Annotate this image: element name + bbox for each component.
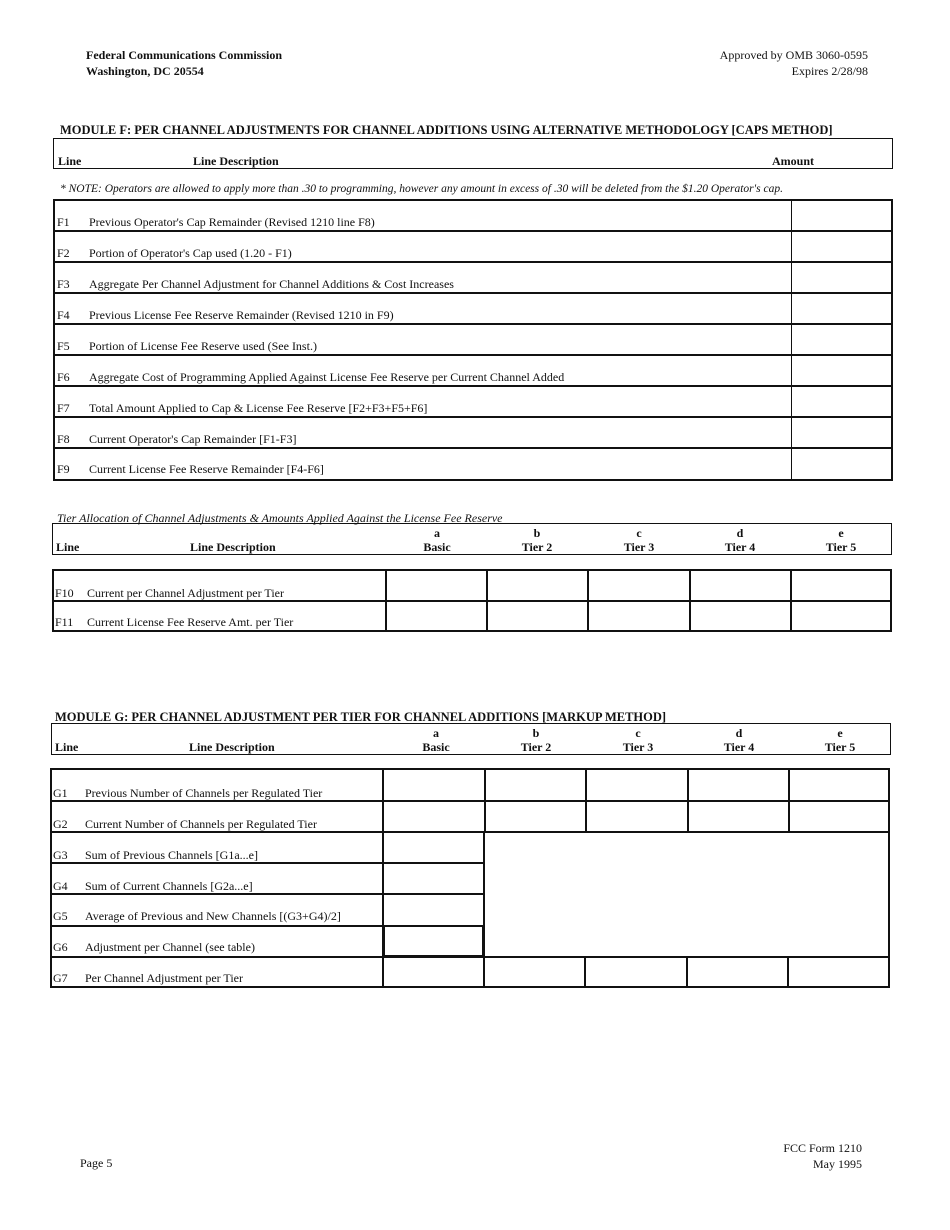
f8-code: F8 [57,432,70,446]
omb-expiration: Expires 2/28/98 [791,64,868,78]
g7e-input[interactable] [789,958,888,986]
g1-code: G1 [53,786,68,800]
f3-amount-input[interactable] [793,263,891,291]
row-divider [54,292,892,294]
g1e-input[interactable] [790,770,888,799]
col-name: Tier 3 [622,740,654,754]
module-f-col-desc: Line Description [193,154,279,168]
module-f-amount-divider [791,200,792,480]
col-letter: d [735,726,743,740]
f5-desc: Portion of License Fee Reserve used (See Inst.) [89,339,317,353]
g6-code: G6 [53,940,68,954]
g2-code: G2 [53,817,68,831]
f6-amount-input[interactable] [793,356,891,384]
agency-address: Washington, DC 20554 [86,64,204,78]
f11-desc: Current License Fee Reserve Amt. per Tier [87,615,294,629]
col-letter: a [434,526,440,540]
module-g-col-c [598,726,678,754]
module-g-col-d [699,726,779,754]
g4a-input[interactable] [384,864,482,892]
g2-desc: Current Number of Channels per Regulated Tier [85,817,317,831]
f5-code: F5 [57,339,70,353]
g2b-input[interactable] [486,802,584,830]
col-letter: b [532,726,540,740]
g5a-input[interactable] [384,895,482,924]
f3-code: F3 [57,277,70,291]
g1-desc: Previous Number of Channels per Regulated Tier [85,786,323,800]
f1-code: F1 [57,215,70,229]
col-letter: b [533,526,541,540]
f6-desc: Aggregate Cost of Programming Applied Against License Fee Reserve per Current Channel Added [89,370,565,384]
tier-alloc-col-b [497,526,577,554]
f8-amount-input[interactable] [793,418,891,446]
row-divider [54,323,892,325]
form-number: FCC Form 1210 [783,1141,862,1155]
g7-desc: Per Channel Adjustment per Tier [85,971,243,985]
tier-alloc-title: Tier Allocation of Channel Adjustments & Amounts Applied Against the License Fee Reserve [57,511,503,525]
f11b-input[interactable] [488,602,586,630]
g7b-input[interactable] [485,958,583,986]
g4-code: G4 [53,879,68,893]
form-date: May 1995 [813,1157,862,1171]
module-f-header-box [53,138,893,169]
module-g-col-desc: Line Description [189,740,275,754]
row-divider [54,416,892,418]
g6a-input[interactable] [383,925,484,957]
col-name: Tier 4 [724,540,756,554]
f11e-input[interactable] [792,602,890,630]
g7-code: G7 [53,971,68,985]
f2-code: F2 [57,246,70,260]
f11c-input[interactable] [589,602,688,630]
col-name: Tier 5 [825,540,857,554]
g3-code: G3 [53,848,68,862]
f9-desc: Current License Fee Reserve Remainder [F4-F6] [89,462,324,476]
g5-code: G5 [53,909,68,923]
g1a-input[interactable] [384,770,483,799]
page-number: Page 5 [80,1156,113,1170]
g7a-input[interactable] [384,958,482,986]
f7-code: F7 [57,401,70,415]
module-g-col-a [396,726,476,754]
module-f-title: MODULE F: PER CHANNEL ADJUSTMENTS FOR CHANNEL ADDITIONS USING ALTERNATIVE METHODOLOGY [CAPS METHOD] [60,123,833,137]
f11-code: F11 [55,615,74,629]
col-letter: c [635,726,641,740]
col-name: Tier 2 [520,740,552,754]
row-divider [54,261,892,263]
g2c-input[interactable] [587,802,686,830]
g7c-input[interactable] [586,958,685,986]
col-letter: c [636,526,642,540]
f5-amount-input[interactable] [793,325,891,353]
row-divider [54,447,892,449]
tier-alloc-col-line: Line [56,540,80,554]
tier-alloc-col-desc: Line Description [190,540,276,554]
agency-name: Federal Communications Commission [86,48,282,62]
f8-desc: Current Operator's Cap Remainder [F1-F3] [89,432,297,446]
agency-header [86,47,282,79]
col-name: Basic [423,540,451,554]
g1d-input[interactable] [689,770,787,799]
module-f-col-amount: Amount [772,154,815,168]
g5-desc: Average of Previous and New Channels [(G3+G4)/2] [85,909,341,923]
row-divider [54,385,892,387]
g4-desc: Sum of Current Channels [G2a...e] [85,879,253,893]
g3-desc: Sum of Previous Channels [G1a...e] [85,848,258,862]
f11a-input[interactable] [387,602,485,630]
module-g-col-e [800,726,880,754]
g6-desc: Adjustment per Channel (see table) [85,940,255,954]
tier-alloc-col-a [397,526,477,554]
f4-desc: Previous License Fee Reserve Remainder (Revised 1210 in F9) [89,308,394,322]
f10e-input[interactable] [792,571,890,599]
col-name: Tier 4 [723,740,755,754]
f10d-input[interactable] [691,571,789,599]
col-letter: e [838,526,844,540]
col-name: Tier 5 [824,740,856,754]
f9-code: F9 [57,462,70,476]
row-divider [54,230,892,232]
col-letter: a [433,726,439,740]
f7-desc: Total Amount Applied to Cap & License Fee Reserve [F2+F3+F5+F6] [89,401,428,415]
omb-approval: Approved by OMB 3060-0595 [719,48,868,62]
f4-code: F4 [57,308,70,322]
f2-desc: Portion of Operator's Cap used (1.20 - F1) [89,246,292,260]
g2e-input[interactable] [790,802,888,830]
f4-amount-input[interactable] [793,294,891,322]
module-g-col-line: Line [55,740,79,754]
col-letter: e [837,726,843,740]
col-name: Tier 2 [521,540,553,554]
f9-amount-input[interactable] [793,449,891,479]
col-name: Tier 3 [623,540,655,554]
f2-amount-input[interactable] [793,232,891,260]
col-letter: d [736,526,744,540]
g7d-input[interactable] [688,958,786,986]
row-divider [54,354,892,356]
f1-amount-input[interactable] [793,201,891,229]
f11d-input[interactable] [691,602,789,630]
f6-code: F6 [57,370,70,384]
tier-alloc-col-c [599,526,679,554]
tier-alloc-col-e [801,526,881,554]
module-g-title: MODULE G: PER CHANNEL ADJUSTMENT PER TIER FOR CHANNEL ADDITIONS [MARKUP METHOD] [55,710,667,724]
g2d-input[interactable] [689,802,787,830]
g1c-input[interactable] [587,770,686,799]
f3-desc: Aggregate Per Channel Adjustment for Channel Additions & Cost Increases [89,277,454,291]
f1-desc: Previous Operator's Cap Remainder (Revised 1210 line F8) [89,215,375,229]
module-f-note: * NOTE: Operators are allowed to apply more than .30 to programming, however any amount in excess of .30 will be deleted from the $1.20 Operator's cap. [60,183,783,195]
f10-code: F10 [55,586,74,600]
module-f-col-line: Line [58,154,82,168]
form-footer [783,1140,862,1172]
f10-desc: Current per Channel Adjustment per Tier [87,586,284,600]
module-g-col-b [496,726,576,754]
g3a-input[interactable] [384,833,482,861]
g1b-input[interactable] [486,770,584,799]
g2a-input[interactable] [384,802,483,830]
tier-alloc-col-d [700,526,780,554]
f10c-input[interactable] [589,571,688,599]
omb-header [720,47,868,79]
f10b-input[interactable] [488,571,586,599]
f10a-input[interactable] [387,571,485,599]
col-name: Basic [422,740,450,754]
f7-amount-input[interactable] [793,387,891,415]
